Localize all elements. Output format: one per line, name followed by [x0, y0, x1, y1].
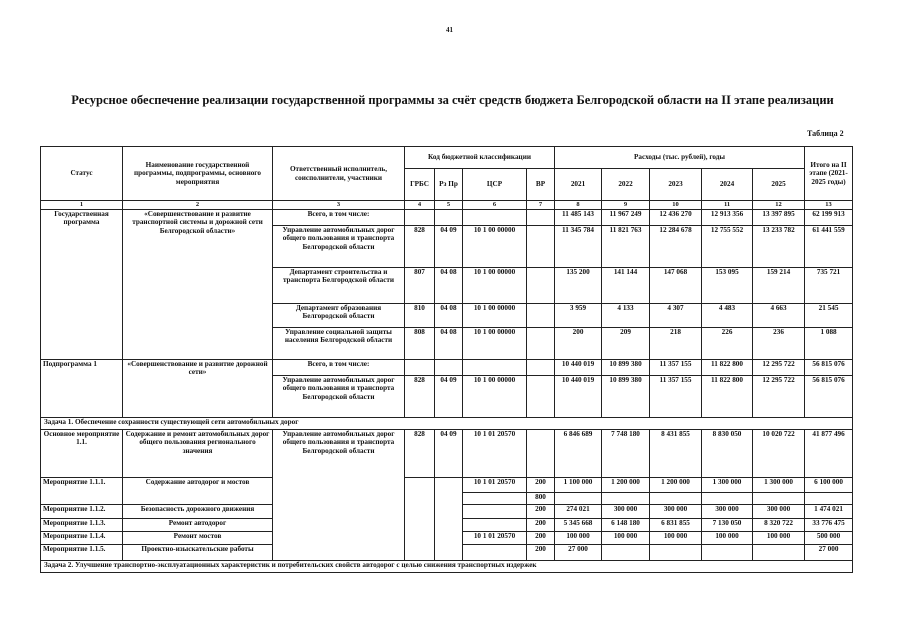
executor-cell: Управление автомобильных дорог общего пользования и транспорта Белгородской области: [273, 226, 405, 268]
total-cell: 1 474 021: [805, 505, 853, 519]
amount-cell: 209: [602, 328, 650, 360]
amount-cell: 100 000: [555, 532, 602, 545]
rzpr-cell: [435, 360, 463, 376]
amount-cell: 100 000: [650, 532, 702, 545]
rzpr-cell: 04 08: [435, 304, 463, 328]
vr-cell: 200: [527, 478, 555, 493]
executor-cell: Всего, в том числе:: [273, 210, 405, 226]
main-event-status: Основное мероприятие 1.1.: [41, 430, 123, 478]
amount-cell: 226: [702, 328, 753, 360]
col-num: 2: [123, 201, 273, 210]
amount-cell: 100 000: [602, 532, 650, 545]
vr-cell: [527, 304, 555, 328]
vr-cell: 800: [527, 493, 555, 505]
col-num: 4: [405, 201, 435, 210]
amount-cell: 4 483: [702, 304, 753, 328]
amount-cell: [650, 493, 702, 505]
amount-cell: 11 345 784: [555, 226, 602, 268]
col-num: 3: [273, 201, 405, 210]
header-grbs: ГРБС: [405, 169, 435, 201]
resource-table: [40, 146, 853, 573]
executor-cell: Управление автомобильных дорог общего пользования и транспорта Белгородской области: [273, 376, 405, 418]
main-event-row: [41, 430, 853, 478]
amount-cell: 10 899 380: [602, 376, 650, 418]
amount-cell: 1 200 000: [650, 478, 702, 493]
total-cell: 1 088: [805, 328, 853, 360]
rzpr-cell: 04 09: [435, 376, 463, 418]
amount-cell: 12 436 270: [650, 210, 702, 226]
grbs-cell: [405, 478, 435, 561]
vr-cell: [527, 226, 555, 268]
header-name: Наименование государственной программы, подпрограммы, основного мероприятия: [123, 147, 273, 201]
header-2025: 2025: [753, 169, 805, 201]
document-title: Ресурсное обеспечение реализации государственной программы за счёт средств бюджета Белгородской области на II этапе реализации: [71, 93, 834, 107]
amount-cell: 10 440 019: [555, 360, 602, 376]
amount-cell: 7 748 180: [602, 430, 650, 478]
csr-cell: 10 1 01 20570: [463, 430, 527, 478]
total-cell: 21 545: [805, 304, 853, 328]
task-row: [41, 561, 853, 573]
csr-cell: 10 1 00 00000: [463, 376, 527, 418]
col-num: 12: [753, 201, 805, 210]
total-cell: 735 721: [805, 268, 853, 304]
amount-cell: 6 148 180: [602, 519, 650, 532]
header-total: Итого на II этапе (2021-2025 годы): [805, 147, 853, 201]
header-2024: 2024: [702, 169, 753, 201]
subprogram-status: Подпрограмма 1: [41, 360, 123, 418]
vr-cell: [527, 360, 555, 376]
amount-cell: 4 133: [602, 304, 650, 328]
amount-cell: [602, 493, 650, 505]
column-numbers-row: [41, 201, 853, 210]
amount-cell: 153 095: [702, 268, 753, 304]
vr-cell: 200: [527, 505, 555, 519]
amount-cell: 1 100 000: [555, 478, 602, 493]
amount-cell: 300 000: [602, 505, 650, 519]
header-expenses: Расходы (тыс. рублей), годы: [555, 147, 805, 169]
total-cell: 41 877 496: [805, 430, 853, 478]
amount-cell: [555, 493, 602, 505]
csr-cell: 10 1 00 00000: [463, 304, 527, 328]
col-num: 8: [555, 201, 602, 210]
col-num: 11: [702, 201, 753, 210]
amount-cell: [753, 493, 805, 505]
rzpr-cell: 04 08: [435, 268, 463, 304]
col-num: 10: [650, 201, 702, 210]
amount-cell: 6 846 689: [555, 430, 602, 478]
csr-cell: [463, 519, 527, 532]
amount-cell: 147 068: [650, 268, 702, 304]
vr-cell: [527, 430, 555, 478]
amount-cell: 8 320 722: [753, 519, 805, 532]
amount-cell: 100 000: [702, 532, 753, 545]
amount-cell: 10 020 722: [753, 430, 805, 478]
total-cell: 6 100 000: [805, 478, 853, 493]
vr-cell: 200: [527, 519, 555, 532]
amount-cell: 4 663: [753, 304, 805, 328]
amount-cell: 141 144: [602, 268, 650, 304]
rzpr-cell: [435, 478, 463, 561]
total-cell: 56 815 076: [805, 376, 853, 418]
header-2021: 2021: [555, 169, 602, 201]
rzpr-cell: 04 09: [435, 226, 463, 268]
col-num: 13: [805, 201, 853, 210]
amount-cell: 10 440 019: [555, 376, 602, 418]
amount-cell: 100 000: [753, 532, 805, 545]
amount-cell: 7 130 050: [702, 519, 753, 532]
vr-cell: 200: [527, 532, 555, 545]
page-number: 41: [446, 26, 453, 34]
csr-cell: [463, 360, 527, 376]
amount-cell: 218: [650, 328, 702, 360]
program-row: [41, 210, 853, 226]
amount-cell: 200: [555, 328, 602, 360]
col-num: 1: [41, 201, 123, 210]
amount-cell: 13 397 895: [753, 210, 805, 226]
task-2-heading: Задача 2. Улучшение транспортно-эксплуатационных характеристик и потребительских свойств автодорог с целью снижения транспортных издержек: [41, 561, 853, 573]
total-cell: [805, 493, 853, 505]
amount-cell: 12 284 678: [650, 226, 702, 268]
amount-cell: 300 000: [650, 505, 702, 519]
grbs-cell: 808: [405, 328, 435, 360]
amount-cell: 11 822 800: [702, 360, 753, 376]
amount-cell: 11 485 143: [555, 210, 602, 226]
task-row: [41, 418, 853, 430]
csr-cell: [463, 210, 527, 226]
amount-cell: 11 357 155: [650, 360, 702, 376]
rzpr-cell: 04 09: [435, 430, 463, 478]
rzpr-cell: 04 08: [435, 328, 463, 360]
csr-cell: 10 1 01 20570: [463, 478, 527, 493]
grbs-cell: 810: [405, 304, 435, 328]
event-name: Безопасность дорожного движения: [123, 505, 273, 519]
rzpr-cell: [435, 210, 463, 226]
col-num: 6: [463, 201, 527, 210]
amount-cell: 12 913 356: [702, 210, 753, 226]
grbs-cell: 828: [405, 376, 435, 418]
grbs-cell: 828: [405, 226, 435, 268]
amount-cell: 8 431 855: [650, 430, 702, 478]
amount-cell: [702, 493, 753, 505]
csr-cell: 10 1 00 00000: [463, 268, 527, 304]
task-1-heading: Задача 1. Обеспечение сохранности существующей сети автомобильных дорог: [41, 418, 853, 430]
csr-cell: 10 1 00 00000: [463, 328, 527, 360]
amount-cell: 8 830 050: [702, 430, 753, 478]
grbs-cell: [405, 360, 435, 376]
amount-cell: 1 300 000: [702, 478, 753, 493]
header-2023: 2023: [650, 169, 702, 201]
vr-cell: [527, 376, 555, 418]
amount-cell: [650, 545, 702, 561]
executor-cell: Управление автомобильных дорог общего пользования и транспорта Белгородской области: [273, 430, 405, 561]
grbs-cell: 828: [405, 430, 435, 478]
amount-cell: 13 233 782: [753, 226, 805, 268]
total-cell: 61 441 559: [805, 226, 853, 268]
amount-cell: 236: [753, 328, 805, 360]
amount-cell: 1 200 000: [602, 478, 650, 493]
header-vr: ВР: [527, 169, 555, 201]
header-csr: ЦСР: [463, 169, 527, 201]
event-status: Мероприятие 1.1.5.: [41, 545, 123, 561]
amount-cell: 6 831 855: [650, 519, 702, 532]
amount-cell: 10 899 380: [602, 360, 650, 376]
col-num: 7: [527, 201, 555, 210]
total-cell: 27 000: [805, 545, 853, 561]
executor-cell: Всего, в том числе:: [273, 360, 405, 376]
event-status: Мероприятие 1.1.3.: [41, 519, 123, 532]
vr-cell: 200: [527, 545, 555, 561]
amount-cell: 11 357 155: [650, 376, 702, 418]
vr-cell: [527, 328, 555, 360]
event-name: Ремонт автодорог: [123, 519, 273, 532]
table-label: Таблица 2: [807, 129, 844, 138]
amount-cell: 274 021: [555, 505, 602, 519]
amount-cell: 4 307: [650, 304, 702, 328]
vr-cell: [527, 268, 555, 304]
amount-cell: 27 000: [555, 545, 602, 561]
amount-cell: 135 200: [555, 268, 602, 304]
amount-cell: [602, 545, 650, 561]
event-name: Ремонт мостов: [123, 532, 273, 545]
amount-cell: 11 967 249: [602, 210, 650, 226]
amount-cell: 3 959: [555, 304, 602, 328]
subprogram-row: [41, 360, 853, 376]
main-event-name: Содержание и ремонт автомобильных дорог общего пользования регионального значения: [123, 430, 273, 478]
subprogram-name: «Совершенствование и развитие дорожной сети»: [123, 360, 273, 418]
amount-cell: 159 214: [753, 268, 805, 304]
program-status: Государственная программа: [41, 210, 123, 360]
executor-cell: Департамент образования Белгородской области: [273, 304, 405, 328]
header-budget-code: Код бюджетной классификации: [405, 147, 555, 169]
event-row: [41, 478, 853, 493]
amount-cell: 11 821 763: [602, 226, 650, 268]
event-name: Содержание автодорог и мостов: [123, 478, 273, 505]
event-status: Мероприятие 1.1.4.: [41, 532, 123, 545]
executor-cell: Департамент строительства и транспорта Белгородской области: [273, 268, 405, 304]
total-cell: 56 815 076: [805, 360, 853, 376]
vr-cell: [527, 210, 555, 226]
amount-cell: [753, 545, 805, 561]
header-executor: Ответственный исполнитель, соисполнители, участники: [273, 147, 405, 201]
amount-cell: 12 295 722: [753, 376, 805, 418]
amount-cell: 300 000: [753, 505, 805, 519]
csr-cell: 10 1 01 20570: [463, 532, 527, 545]
grbs-cell: 807: [405, 268, 435, 304]
col-num: 9: [602, 201, 650, 210]
csr-cell: 10 1 00 00000: [463, 226, 527, 268]
grbs-cell: [405, 210, 435, 226]
executor-cell: Управление социальной защиты населения Белгородской области: [273, 328, 405, 360]
amount-cell: [702, 545, 753, 561]
header-rzpr: Рз Пр: [435, 169, 463, 201]
col-num: 5: [435, 201, 463, 210]
total-cell: 33 776 475: [805, 519, 853, 532]
event-status: Мероприятие 1.1.1.: [41, 478, 123, 505]
header-2022: 2022: [602, 169, 650, 201]
amount-cell: 12 295 722: [753, 360, 805, 376]
amount-cell: 300 000: [702, 505, 753, 519]
amount-cell: 1 300 000: [753, 478, 805, 493]
csr-cell: [463, 545, 527, 561]
total-cell: 62 199 913: [805, 210, 853, 226]
event-status: Мероприятие 1.1.2.: [41, 505, 123, 519]
amount-cell: 5 345 668: [555, 519, 602, 532]
csr-cell: [463, 493, 527, 505]
amount-cell: 12 755 552: [702, 226, 753, 268]
total-cell: 500 000: [805, 532, 853, 545]
csr-cell: [463, 505, 527, 519]
header-status: Статус: [41, 147, 123, 201]
program-name: «Совершенствование и развитие транспортной системы и дорожной сети Белгородской области»: [123, 210, 273, 360]
amount-cell: 11 822 800: [702, 376, 753, 418]
event-name: Проектно-изыскательские работы: [123, 545, 273, 561]
